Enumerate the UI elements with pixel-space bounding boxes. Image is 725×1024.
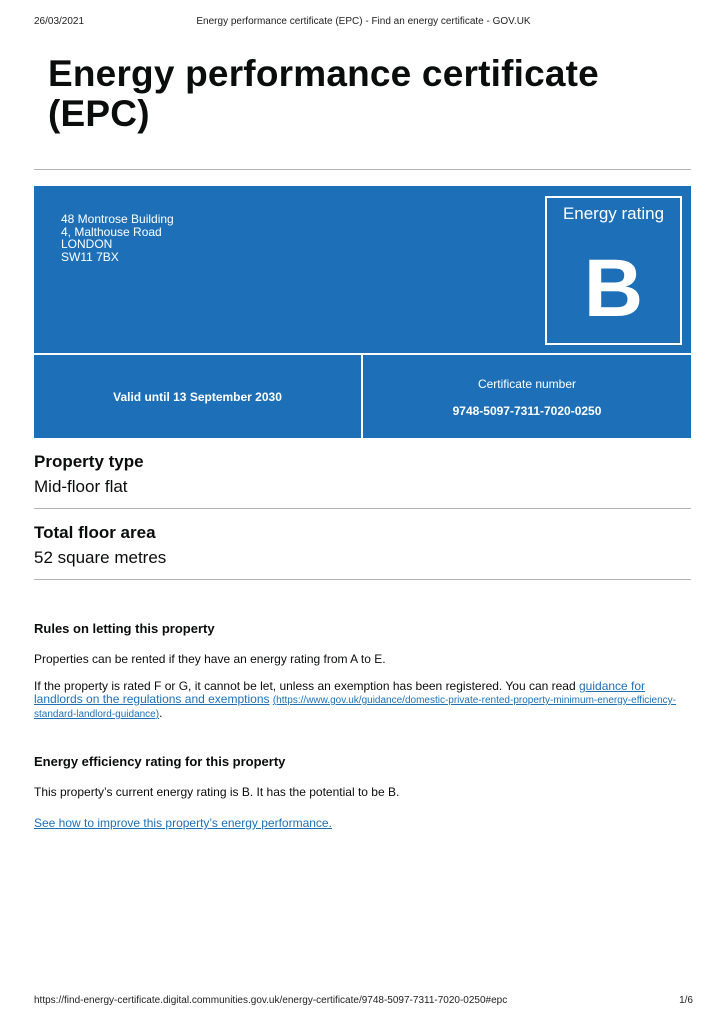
certificate-number: 9748-5097-7311-7020-0250 bbox=[452, 404, 602, 418]
address-line: 4, Malthouse Road bbox=[61, 224, 162, 239]
efficiency-rating-heading: Energy efficiency rating for this property bbox=[34, 754, 286, 769]
floor-area-label: Total floor area bbox=[34, 523, 156, 542]
efficiency-rating-text: This property’s current energy rating is B. It has the potential to be B. bbox=[34, 785, 400, 799]
energy-rating-label: Energy rating bbox=[562, 204, 665, 223]
exemption-text-end: . bbox=[159, 706, 163, 720]
floor-area-value: 52 square metres bbox=[34, 548, 167, 567]
valid-until: Valid until 13 September 2030 bbox=[113, 390, 282, 404]
certificate-number-label: Certificate number bbox=[477, 377, 577, 391]
property-address bbox=[61, 213, 174, 263]
property-type-value: Mid-floor flat bbox=[34, 477, 128, 496]
panel-divider-vertical bbox=[361, 355, 363, 438]
letting-rules-heading: Rules on letting this property bbox=[34, 621, 215, 636]
guidance-url-link[interactable]: (https://www.gov.uk/guidance/domestic-private-rented-property-minimum-energy-efficiency-standard-landlord-guidance) bbox=[34, 695, 676, 720]
print-header bbox=[34, 16, 693, 30]
address-line: SW11 7BX bbox=[61, 249, 119, 264]
exemption-text: If the property is rated F or G, it cannot be let, unless an exemption has been registered. You can read bbox=[34, 679, 579, 693]
letting-rules-text: Properties can be rented if they have an energy rating from A to E. bbox=[34, 652, 386, 666]
epc-summary-panel bbox=[34, 186, 691, 438]
print-url: https://find-energy-certificate.digital.communities.gov.uk/energy-certificate/9748-5097-7311-7020-0250#epc bbox=[34, 995, 508, 1006]
divider bbox=[34, 508, 691, 509]
energy-rating-letter: B bbox=[583, 243, 644, 334]
page-number: 1/6 bbox=[679, 995, 693, 1006]
print-date: 26/03/2021 bbox=[34, 16, 85, 27]
page-title-line-2: (EPC) bbox=[48, 93, 150, 134]
improve-link-wrapper bbox=[34, 817, 694, 830]
address-line: 48 Montrose Building bbox=[61, 212, 174, 226]
property-type-label: Property type bbox=[34, 452, 144, 471]
print-footer bbox=[34, 995, 693, 1009]
divider bbox=[34, 169, 691, 170]
guidance-for-landlords-link[interactable]: guidance for landlords on the regulations and exemptions bbox=[34, 679, 646, 706]
divider bbox=[34, 579, 691, 580]
page-title bbox=[48, 54, 668, 134]
energy-rating-box bbox=[545, 196, 682, 345]
improve-performance-link[interactable]: See how to improve this property’s energy performance. bbox=[34, 816, 332, 830]
page-title-line-1: Energy performance certificate bbox=[48, 53, 599, 94]
address-line: LONDON bbox=[61, 237, 113, 252]
letting-exemption-text bbox=[34, 680, 694, 721]
print-page-title: Energy performance certificate (EPC) - Find an energy certificate - GOV.UK bbox=[196, 16, 531, 27]
